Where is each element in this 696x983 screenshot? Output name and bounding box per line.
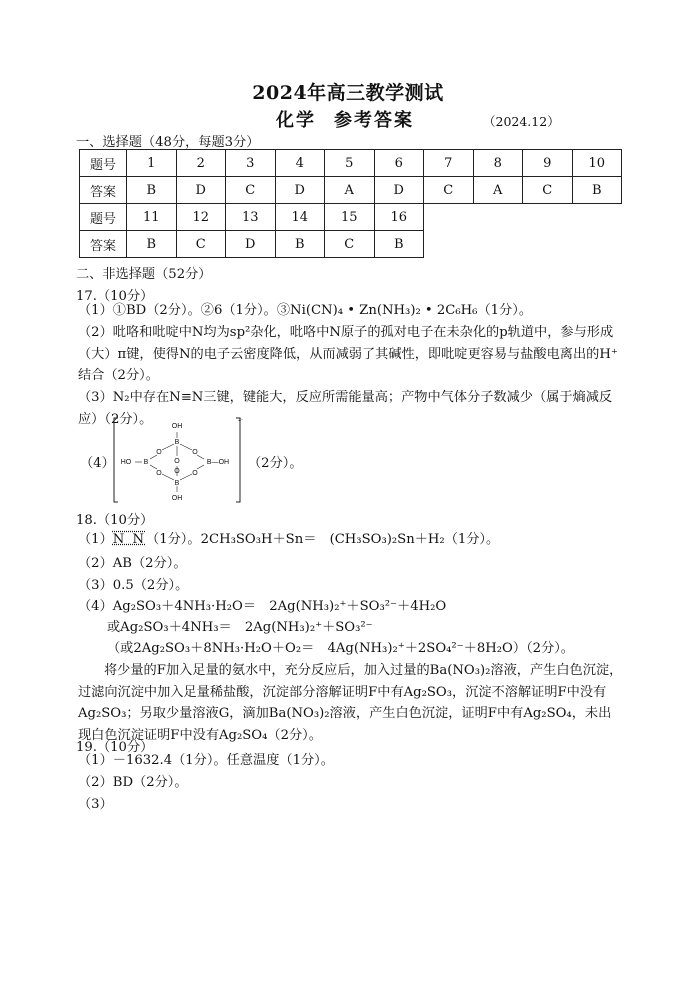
empty-cell bbox=[424, 204, 474, 231]
atom-oh-top: OH bbox=[171, 423, 183, 430]
table-cell: 12 bbox=[176, 204, 226, 231]
row-label: 答案 bbox=[80, 177, 127, 204]
n2-electron-structure: N N bbox=[112, 532, 147, 547]
table-row bbox=[80, 177, 622, 204]
q17-part1: （1）①BD（2分）。②6（1分）。③Ni(CN)₄ • Zn(NH₃)₂ • 2C₆H₆（1分）。 bbox=[78, 303, 533, 318]
row-label: 题号 bbox=[80, 204, 127, 231]
table-cell: 14 bbox=[275, 204, 325, 231]
table-cell: D bbox=[176, 177, 226, 204]
q18-part1-text: （1分）。2CH₃SO₃H＋Sn＝ (CH₃SO₃)₂Sn＋H₂（1分）。 bbox=[146, 532, 500, 547]
q18-heading: 18.（10分） bbox=[76, 513, 154, 528]
table-row bbox=[80, 231, 622, 258]
q17-part2: （2）吡咯和吡啶中N均为sp²杂化，吡咯中N原子的孤对电子在未杂化的p轨道中，参与形成（大）π键，使得N的电子云密度降低，从而减弱了其碱性，即吡啶更容易与盐酸电离出的H⁺结合（2分）。 bbox=[78, 325, 618, 383]
q17-heading: 17.（10分） bbox=[76, 289, 154, 304]
q18-part4-eq1: （4）Ag₂SO₃＋4NH₃·H₂O＝ 2Ag(NH₃)₂⁺＋SO₃²⁻＋4H₂O bbox=[78, 599, 447, 614]
atom-b-left: B bbox=[143, 459, 149, 466]
charge-label: 2- bbox=[238, 417, 243, 423]
table-cell: C bbox=[523, 177, 573, 204]
atom-boh-right: B—OH bbox=[206, 459, 230, 466]
table-cell: 5 bbox=[325, 150, 375, 177]
q18-part3: （3）0.5（2分）。 bbox=[78, 578, 189, 593]
q17-part4-label: （4） bbox=[80, 456, 115, 471]
exam-title: 2024年高三教学测试 bbox=[252, 82, 444, 104]
table-cell: B bbox=[275, 231, 325, 258]
table-cell: D bbox=[275, 177, 325, 204]
q17-part3: （3）N₂中存在N≡N三键，键能大，反应所需能量高；产物中气体分子数减少（属于熵减反应）（2分）。 bbox=[78, 390, 613, 427]
q19-part3: （3） bbox=[78, 797, 113, 812]
table-cell: D bbox=[374, 177, 424, 204]
table-cell: 15 bbox=[325, 204, 375, 231]
empty-cell bbox=[424, 231, 474, 258]
q17-part4-score: （2分）。 bbox=[248, 456, 303, 471]
q18-part1 bbox=[78, 529, 624, 551]
table-cell: 1 bbox=[127, 150, 177, 177]
table-cell: 7 bbox=[424, 150, 474, 177]
empty-cell bbox=[523, 204, 573, 231]
empty-cell bbox=[572, 231, 622, 258]
atom-o: O bbox=[156, 470, 162, 477]
table-cell: 9 bbox=[523, 150, 573, 177]
q18-part1-label: （1） bbox=[78, 532, 113, 547]
borate-structure-diagram bbox=[112, 416, 242, 504]
q18-part4-eq2: 或Ag₂SO₃＋4NH₃＝ 2Ag(NH₃)₂⁺＋SO₃²⁻ bbox=[107, 620, 373, 635]
table-cell: A bbox=[473, 177, 523, 204]
table-cell: 11 bbox=[127, 204, 177, 231]
atom-b-bottom: B bbox=[174, 480, 180, 487]
empty-cell bbox=[523, 231, 573, 258]
q19-part1: （1）－1632.4（1分）。任意温度（1分）。 bbox=[78, 753, 334, 768]
subject-label: 化学 bbox=[276, 110, 316, 131]
atom-o: O bbox=[192, 470, 198, 477]
exam-subtitle bbox=[276, 106, 414, 132]
table-cell: B bbox=[374, 231, 424, 258]
table-cell: C bbox=[325, 231, 375, 258]
table-cell: 6 bbox=[374, 150, 424, 177]
atom-ho-left: HO bbox=[120, 459, 132, 466]
table-row bbox=[80, 150, 622, 177]
table-cell: B bbox=[572, 177, 622, 204]
table-cell: C bbox=[176, 231, 226, 258]
table-row bbox=[80, 204, 622, 231]
atom-o: O bbox=[156, 449, 162, 456]
atom-o: O bbox=[192, 449, 198, 456]
empty-cell bbox=[473, 231, 523, 258]
atom-oh-bottom: OH bbox=[171, 495, 183, 502]
answer-table bbox=[79, 149, 622, 258]
left-bracket bbox=[114, 418, 118, 502]
table-cell: 13 bbox=[226, 204, 276, 231]
q18-part4-eq3: （或2Ag₂SO₃＋8NH₃·H₂O＋O₂＝ 4Ag(NH₃)₂⁺＋2SO₄²⁻＋8H₂O）（2分）。 bbox=[107, 641, 574, 656]
q19-heading: 19.（10分） bbox=[76, 740, 154, 755]
table-cell: A bbox=[325, 177, 375, 204]
atom-o: O bbox=[174, 458, 180, 465]
section-non-choice: 二、非选择题（52分） bbox=[76, 267, 212, 282]
empty-cell bbox=[473, 204, 523, 231]
table-cell: B bbox=[127, 231, 177, 258]
answer-key-label: 参考答案 bbox=[334, 110, 414, 131]
empty-cell bbox=[572, 204, 622, 231]
q18-part5: 将少量的F加入足量的氨水中，充分反应后，加入过量的Ba(NO₃)₂溶液，产生白色沉淀，过滤向沉淀中加入足量稀盐酸，沉淀部分溶解证明F中有Ag₂SO₃，沉淀不溶解证明F中没有Ag₂SO₃；另取少量溶液G，滴加Ba(NO₃)₂溶液，产生白色沉淀，证明F中有Ag₂SO₄，未出现白色沉淀证明F中没有Ag₂SO₄（2分）。 bbox=[78, 663, 623, 743]
q18-part2: （2）AB（2分）。 bbox=[78, 556, 187, 571]
atom-o: O bbox=[174, 468, 180, 475]
table-cell: D bbox=[226, 231, 276, 258]
table-cell: 8 bbox=[473, 150, 523, 177]
table-cell: B bbox=[127, 177, 177, 204]
table-cell: 2 bbox=[176, 150, 226, 177]
table-cell: 4 bbox=[275, 150, 325, 177]
table-cell: 3 bbox=[226, 150, 276, 177]
row-label: 答案 bbox=[80, 231, 127, 258]
table-cell: 10 bbox=[572, 150, 622, 177]
right-bracket bbox=[236, 418, 240, 502]
exam-date: （2024.12） bbox=[483, 114, 560, 129]
table-cell: C bbox=[424, 177, 474, 204]
table-cell: C bbox=[226, 177, 276, 204]
section-multiple-choice: 一、选择题（48分，每题3分） bbox=[76, 135, 260, 150]
row-label: 题号 bbox=[80, 150, 127, 177]
atom-b-top: B bbox=[174, 439, 180, 446]
table-cell: 16 bbox=[374, 204, 424, 231]
q19-part2: （2）BD（2分）。 bbox=[78, 775, 188, 790]
